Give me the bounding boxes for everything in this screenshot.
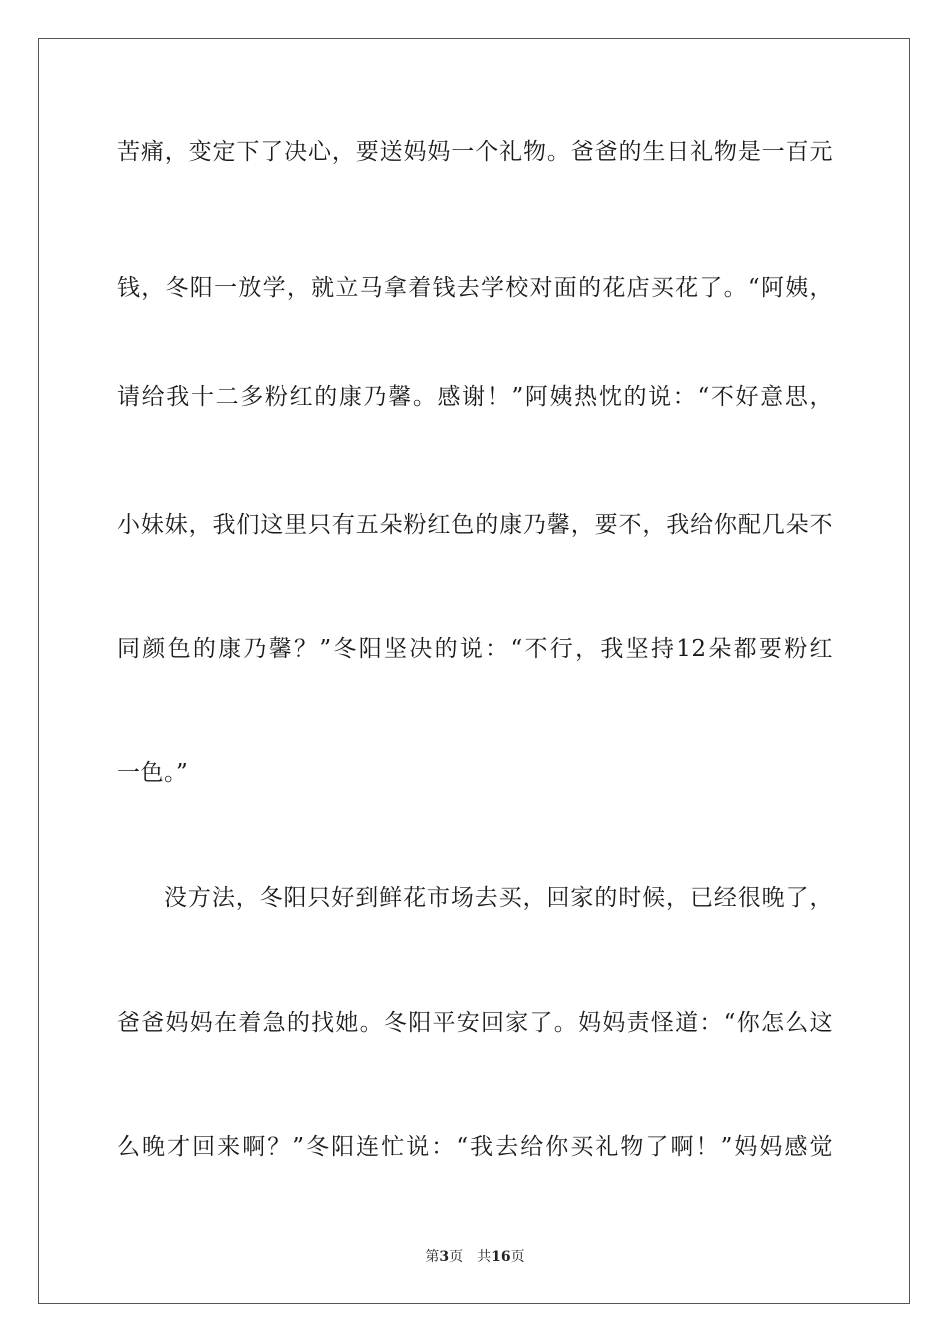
text-line: 么晚才回来啊？”冬阳连忙说：“我去给你买礼物了啊！”妈妈感觉 bbox=[117, 1134, 833, 1160]
text-line: 钱，冬阳一放学，就立马拿着钱去学校对面的花店买花了。“阿姨， bbox=[117, 275, 833, 301]
page-suffix: 页 bbox=[449, 1249, 464, 1265]
page-footer bbox=[0, 1247, 950, 1267]
total-prefix: 共 bbox=[477, 1249, 492, 1265]
text-line: 同颜色的康乃馨？”冬阳坚决的说：“不行，我坚持12朵都要粉红 bbox=[117, 636, 833, 662]
total-suffix: 页 bbox=[510, 1249, 525, 1265]
text-line: 一色。” bbox=[117, 760, 189, 786]
text-line: 请给我十二多粉红的康乃馨。感谢！”阿姨热忱的说：“不好意思， bbox=[117, 384, 833, 410]
total-pages: 16 bbox=[491, 1249, 511, 1265]
page-number: 3 bbox=[439, 1249, 450, 1265]
text-line: 爸爸妈妈在着急的找她。冬阳平安回家了。妈妈责怪道：“你怎么这 bbox=[117, 1010, 833, 1036]
paragraph-first-line: 没方法，冬阳只好到鲜花市场去买，回家的时候，已经很晚了， bbox=[164, 885, 833, 911]
text-line: 小妹妹，我们这里只有五朵粉红色的康乃馨，要不，我给你配几朵不 bbox=[117, 512, 833, 538]
page-prefix: 第 bbox=[425, 1249, 440, 1265]
text-line: 苦痛，变定下了决心，要送妈妈一个礼物。爸爸的生日礼物是一百元 bbox=[117, 139, 833, 165]
page-border bbox=[38, 38, 910, 1304]
